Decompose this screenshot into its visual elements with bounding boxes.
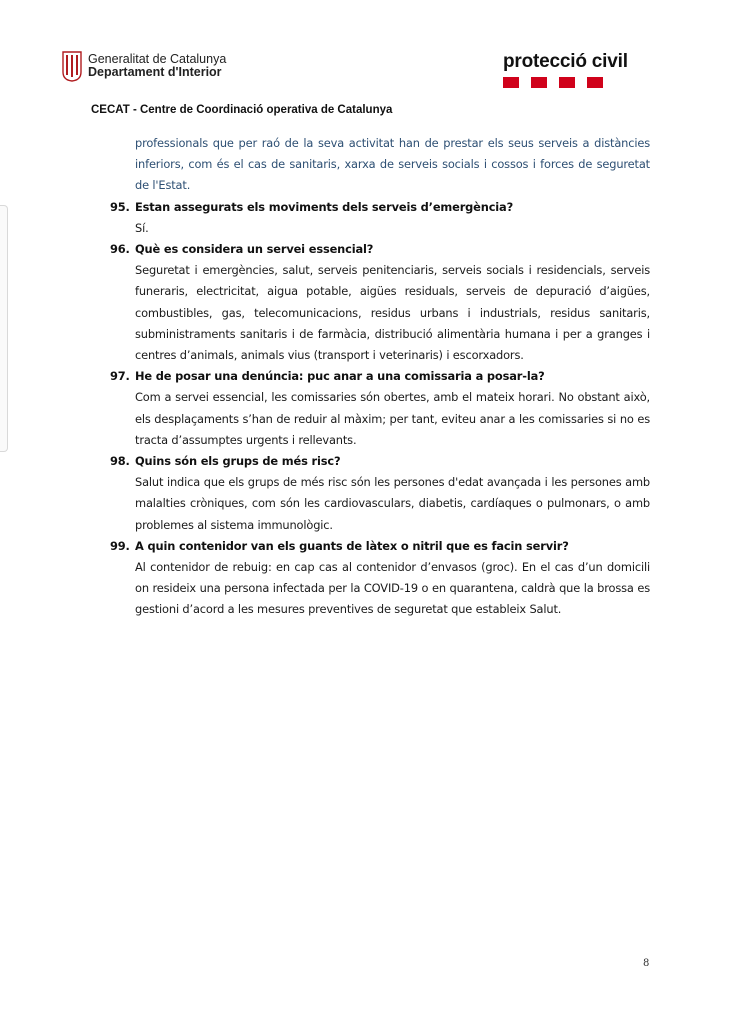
faq-answer: Seguretat i emergències, salut, serveis penitenciaris, serveis socials i residencials, serveis funeraris, electricitat, aigua potable, aigües residuals, serveis de depuració d’aigües, combustibles, gas, telecomunicacions, residus urbans i industrials, residus sanitaris, subministraments sanitaris i de farmàcia, distribució alimentària humana i per a granges i centres d’animals, animals vius (transport i veterinaris) i escorxadors.: [135, 263, 650, 363]
side-scroll-tab[interactable]: [0, 205, 8, 452]
faq-item-97: [110, 366, 650, 451]
faq-answer: Sí.: [135, 220, 149, 235]
question-number: 95.: [110, 199, 130, 214]
question-number: 99.: [110, 538, 130, 553]
generalitat-name: Generalitat de Catalunya: [88, 52, 227, 66]
faq-item-98: [110, 451, 650, 536]
faq-question: [110, 239, 650, 260]
generalitat-logo: [62, 50, 226, 82]
document-body: [110, 133, 650, 621]
question-text: Què es considera un servei essencial?: [135, 242, 374, 257]
red-square: [531, 77, 547, 88]
faq-answer: Com a servei essencial, les comissaries són obertes, amb el mateix horari. No obstant això, els desplaçaments s’han de reduir al màxim; per tant, eviteu anar a les comissaries si no es tracta d’assumptes urgents i rellevants.: [135, 390, 650, 447]
proteccio-civil-text: protecció civil: [503, 51, 628, 72]
department-name: Departament d'Interior: [88, 65, 222, 79]
proteccio-civil-logo: [503, 52, 643, 88]
question-number: 98.: [110, 454, 130, 469]
page-number: 8: [643, 958, 650, 969]
red-square: [587, 77, 603, 88]
red-square: [559, 77, 575, 88]
question-text: Quins són els grups de més risc?: [135, 454, 341, 469]
question-number: 97.: [110, 369, 130, 384]
faq-item-99: [110, 536, 650, 621]
faq-item-95: [110, 197, 650, 239]
question-text: A quin contenidor van els guants de làtex o nitril que es facin servir?: [135, 538, 569, 553]
question-text: Estan assegurats els moviments dels serveis d’emergència?: [135, 199, 514, 214]
faq-question: [110, 536, 650, 557]
header-subtitle: CECAT - Centre de Coordinació operativa de Catalunya: [91, 104, 393, 116]
red-square: [503, 77, 519, 88]
faq-question: [110, 197, 650, 218]
faq-answer: Al contenidor de rebuig: en cap cas al contenidor d’envasos (groc). En el cas d’un domicili on resideix una persona infectada per la COVID-19 o en quarantena, caldrà que la brossa es gestioni d’acord a les mesures preventives de seguretat que estableix Salut.: [135, 560, 650, 617]
generalitat-emblem-icon: [62, 50, 82, 82]
question-text: He de posar una denúncia: puc anar a una comissaria a posar-la?: [135, 369, 545, 384]
question-number: 96.: [110, 242, 130, 257]
intro-continuation: professionals que per raó de la seva activitat han de prestar els seus serveis a distàncies inferiors, com és el cas de sanitaris, xarxa de serveis socials i cossos i forces de seguretat de l'Estat.: [135, 136, 650, 193]
faq-answer: Salut indica que els grups de més risc són les persones d'edat avançada i les persones amb malalties cròniques, com són les cardiovasculars, diabetis, cardíaques o pulmonars, o amb problemes al sistema immunològic.: [135, 475, 650, 532]
faq-question: [110, 366, 650, 387]
faq-question: [110, 451, 650, 472]
red-squares: [503, 77, 643, 88]
faq-item-96: [110, 239, 650, 366]
